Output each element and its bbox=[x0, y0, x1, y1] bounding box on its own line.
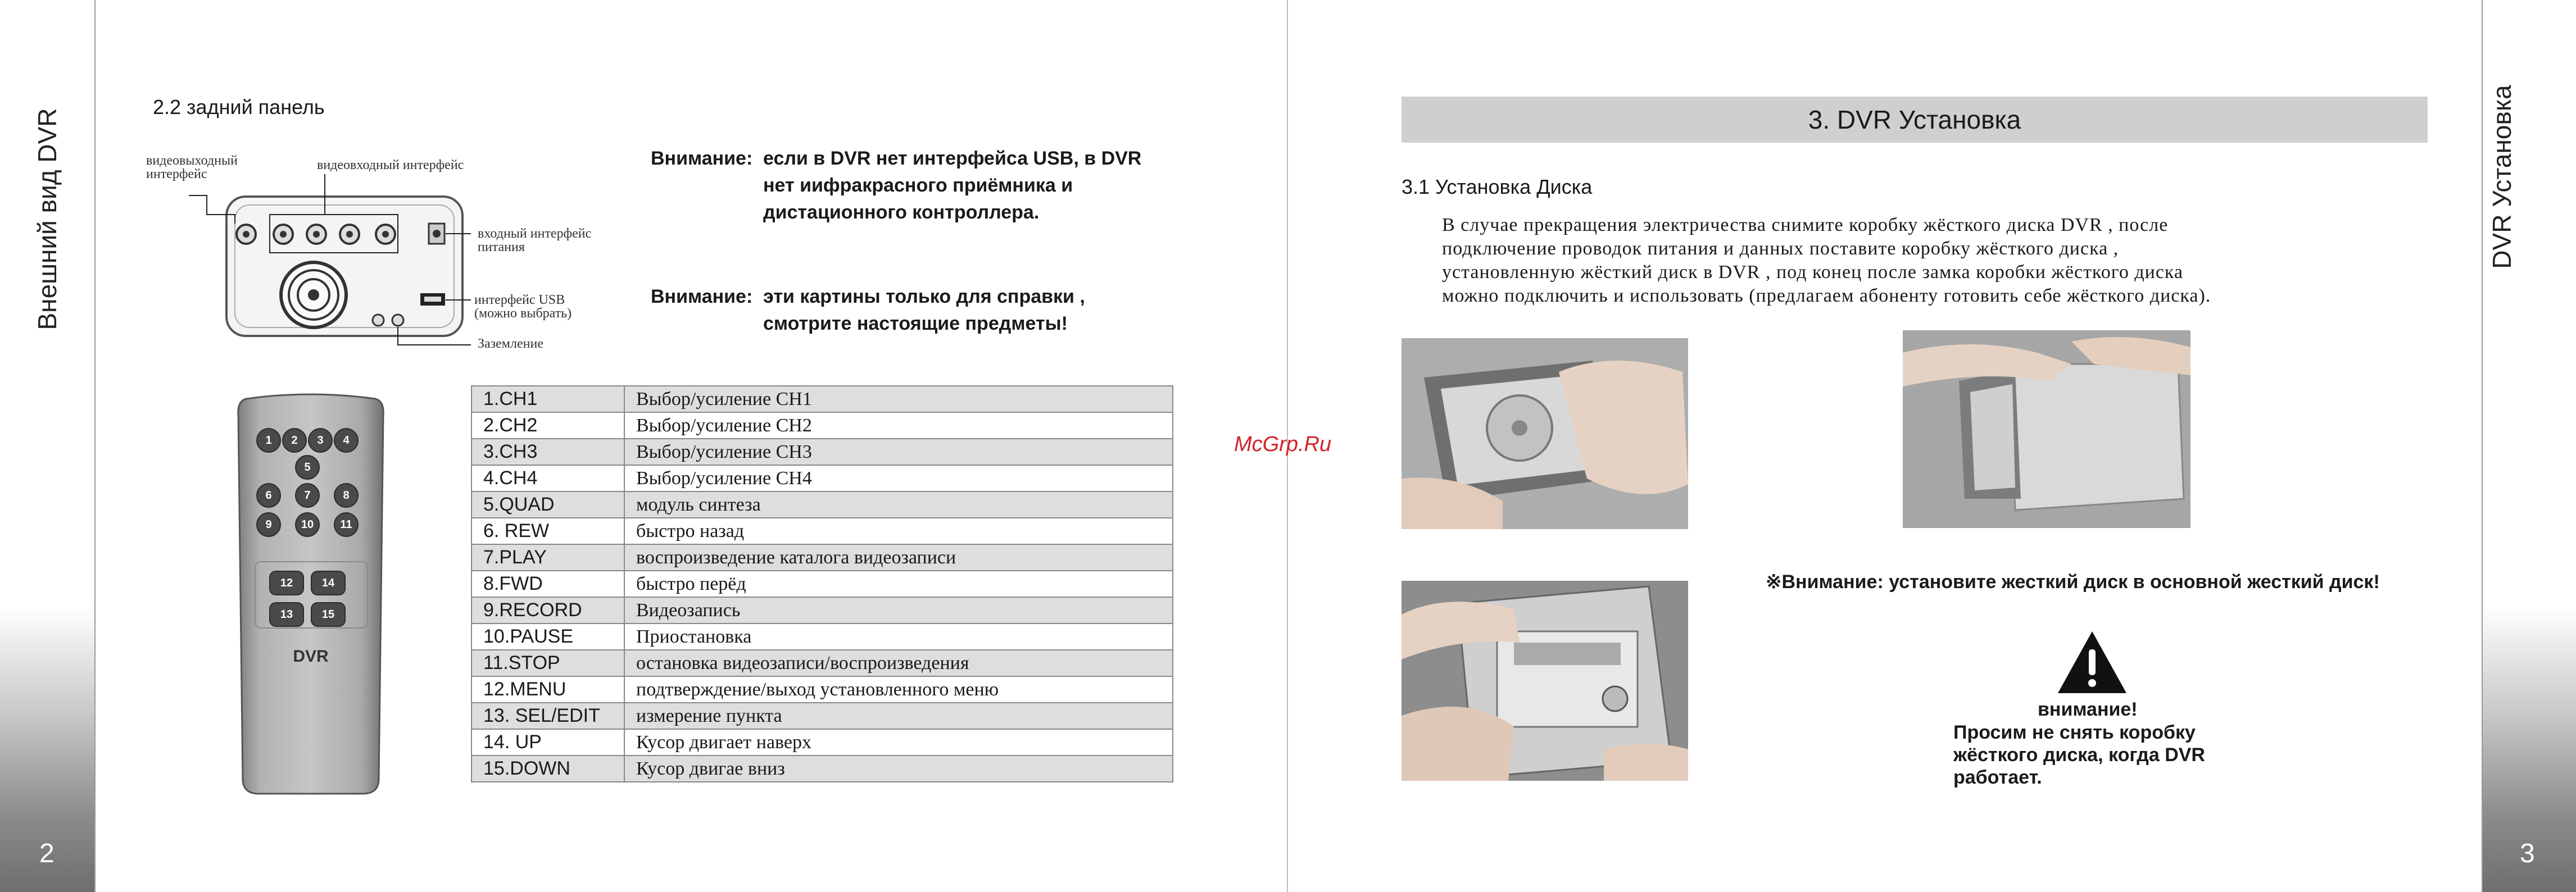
remote-control-illustration bbox=[235, 393, 387, 795]
table-row bbox=[471, 624, 1173, 650]
remote-button: 8 bbox=[334, 483, 359, 508]
remote-button: 11 bbox=[334, 512, 359, 537]
key-description-cell: воспроизведение каталога видеозаписи bbox=[624, 544, 1173, 571]
table-row bbox=[471, 650, 1173, 676]
usb-warning-label: Внимание: bbox=[651, 148, 753, 169]
install-header-title: 3. DVR Установка bbox=[1808, 105, 2021, 134]
remote-button: 2 bbox=[282, 428, 307, 453]
key-description-cell: Приостановка bbox=[624, 624, 1173, 650]
key-description-cell: подтверждение/выход установленного меню bbox=[624, 676, 1173, 703]
table-row bbox=[471, 756, 1173, 782]
usb-label: интерфейс USB (можно выбрать) bbox=[474, 293, 572, 321]
table-row bbox=[471, 703, 1173, 729]
table-row bbox=[471, 571, 1173, 597]
usb-warning-note: Внимание: если в DVR нет интерфейса USB, в DVR нет иифракрасного приёмника и дистационного контроллера. bbox=[651, 145, 1213, 229]
key-name-cell: 12.MENU bbox=[471, 676, 624, 703]
disk-install-paragraph: В случае прекращения электричества снимите коробку жёсткого диска DVR , после подключение проводок питания и данных поставите коробку жёсткого диска , установленную жёсткий диск в DVR , под конец после замка коробки жёсткого диска можно подключить и использовать (предлагаем абоненту готовить себе жёсткого диска). bbox=[1442, 215, 2211, 306]
key-name-cell: 4.CH4 bbox=[471, 465, 624, 491]
key-name-cell: 10.PAUSE bbox=[471, 624, 624, 650]
power-in-label: входный интерфейс питания bbox=[478, 226, 592, 254]
key-name-cell: 11.STOP bbox=[471, 650, 624, 676]
key-description-cell: Выбор/усиление CH1 bbox=[624, 386, 1173, 412]
key-name-cell: 1.CH1 bbox=[471, 386, 624, 412]
table-row bbox=[471, 544, 1173, 571]
key-description-cell: Видеозапись bbox=[624, 597, 1173, 624]
key-description-cell: остановка видеозаписи/воспроизведения bbox=[624, 650, 1173, 676]
table-row bbox=[471, 676, 1173, 703]
key-name-cell: 3.CH3 bbox=[471, 439, 624, 465]
left-side-title: Внешний вид DVR bbox=[33, 108, 62, 330]
left-page-number: 2 bbox=[39, 839, 55, 868]
key-name-cell: 2.CH2 bbox=[471, 412, 624, 439]
remote-button: 10 bbox=[295, 512, 320, 537]
key-name-cell: 15.DOWN bbox=[471, 756, 624, 782]
key-description-cell: Кусор двигает наверх bbox=[624, 729, 1173, 756]
key-name-cell: 9.RECORD bbox=[471, 597, 624, 624]
warning-triangle-icon bbox=[2056, 629, 2129, 698]
key-name-cell: 8.FWD bbox=[471, 571, 624, 597]
install-note: ※Внимание: установите жесткий диск в основной жесткий диск! bbox=[1766, 571, 2380, 593]
remote-body bbox=[235, 393, 387, 795]
photo-hdd-tray bbox=[1402, 581, 1688, 781]
warning-title: внимание! bbox=[2038, 699, 2138, 720]
reference-images-note: Внимание: эти картины только для справки , смотрите настоящие предметы! bbox=[651, 283, 1213, 339]
remote-button: 13 bbox=[269, 602, 304, 627]
remote-button: 15 bbox=[311, 602, 346, 627]
remote-keys-table bbox=[471, 385, 1173, 782]
key-name-cell: 7.PLAY bbox=[471, 544, 624, 571]
rear-panel-heading: 2.2 задний панель bbox=[153, 95, 325, 119]
table-row bbox=[471, 518, 1173, 544]
rear-panel-diagram bbox=[145, 152, 628, 354]
key-name-cell: 13. SEL/EDIT bbox=[471, 703, 624, 729]
remote-button: 12 bbox=[269, 571, 304, 595]
key-name-cell: 14. UP bbox=[471, 729, 624, 756]
key-description-cell: Выбор/усиление CH3 bbox=[624, 439, 1173, 465]
reference-note-label: Внимание: bbox=[651, 286, 753, 307]
ground-label: Заземление bbox=[478, 336, 543, 351]
table-row bbox=[471, 439, 1173, 465]
remote-button: 7 bbox=[295, 483, 320, 508]
key-description-cell: Выбор/усиление CH4 bbox=[624, 465, 1173, 491]
key-description-cell: измерение пункта bbox=[624, 703, 1173, 729]
key-description-cell: быстро назад bbox=[624, 518, 1173, 544]
table-row bbox=[471, 491, 1173, 518]
install-header-bar bbox=[1402, 97, 2428, 143]
warning-text: Просим не снять коробку жёсткого диска, когда DVR работает. bbox=[1953, 722, 2205, 788]
right-page-number: 3 bbox=[2520, 839, 2535, 868]
table-row bbox=[471, 729, 1173, 756]
disk-install-subheading: 3.1 Установка Диска bbox=[1402, 175, 1593, 198]
remote-button: 5 bbox=[295, 455, 320, 480]
right-side-title: DVR Установка bbox=[2487, 85, 2516, 269]
remote-brand: DVR bbox=[293, 647, 329, 666]
photo-hdd-insert bbox=[1402, 338, 1688, 529]
remote-button: 3 bbox=[308, 428, 333, 453]
key-description-cell: Кусор двигае вниз bbox=[624, 756, 1173, 782]
key-name-cell: 6. REW bbox=[471, 518, 624, 544]
key-description-cell: модуль синтеза bbox=[624, 491, 1173, 518]
key-description-cell: Выбор/усиление CH2 bbox=[624, 412, 1173, 439]
watermark: McGrp.Ru bbox=[1234, 433, 1332, 456]
table-row bbox=[471, 465, 1173, 491]
video-in-label: видеовходный интерфейс bbox=[317, 158, 464, 172]
remote-button: 1 bbox=[256, 428, 281, 453]
table-row bbox=[471, 412, 1173, 439]
remote-button: 9 bbox=[256, 512, 281, 537]
table-row bbox=[471, 597, 1173, 624]
remote-button: 14 bbox=[311, 571, 346, 595]
video-out-label: видеовыходный интерфейс bbox=[146, 153, 238, 181]
key-description-cell: быстро перёд bbox=[624, 571, 1173, 597]
remote-button: 4 bbox=[334, 428, 359, 453]
remote-button: 6 bbox=[256, 483, 281, 508]
photo-hdd-box bbox=[1903, 330, 2190, 528]
table-row bbox=[471, 386, 1173, 412]
key-name-cell: 5.QUAD bbox=[471, 491, 624, 518]
